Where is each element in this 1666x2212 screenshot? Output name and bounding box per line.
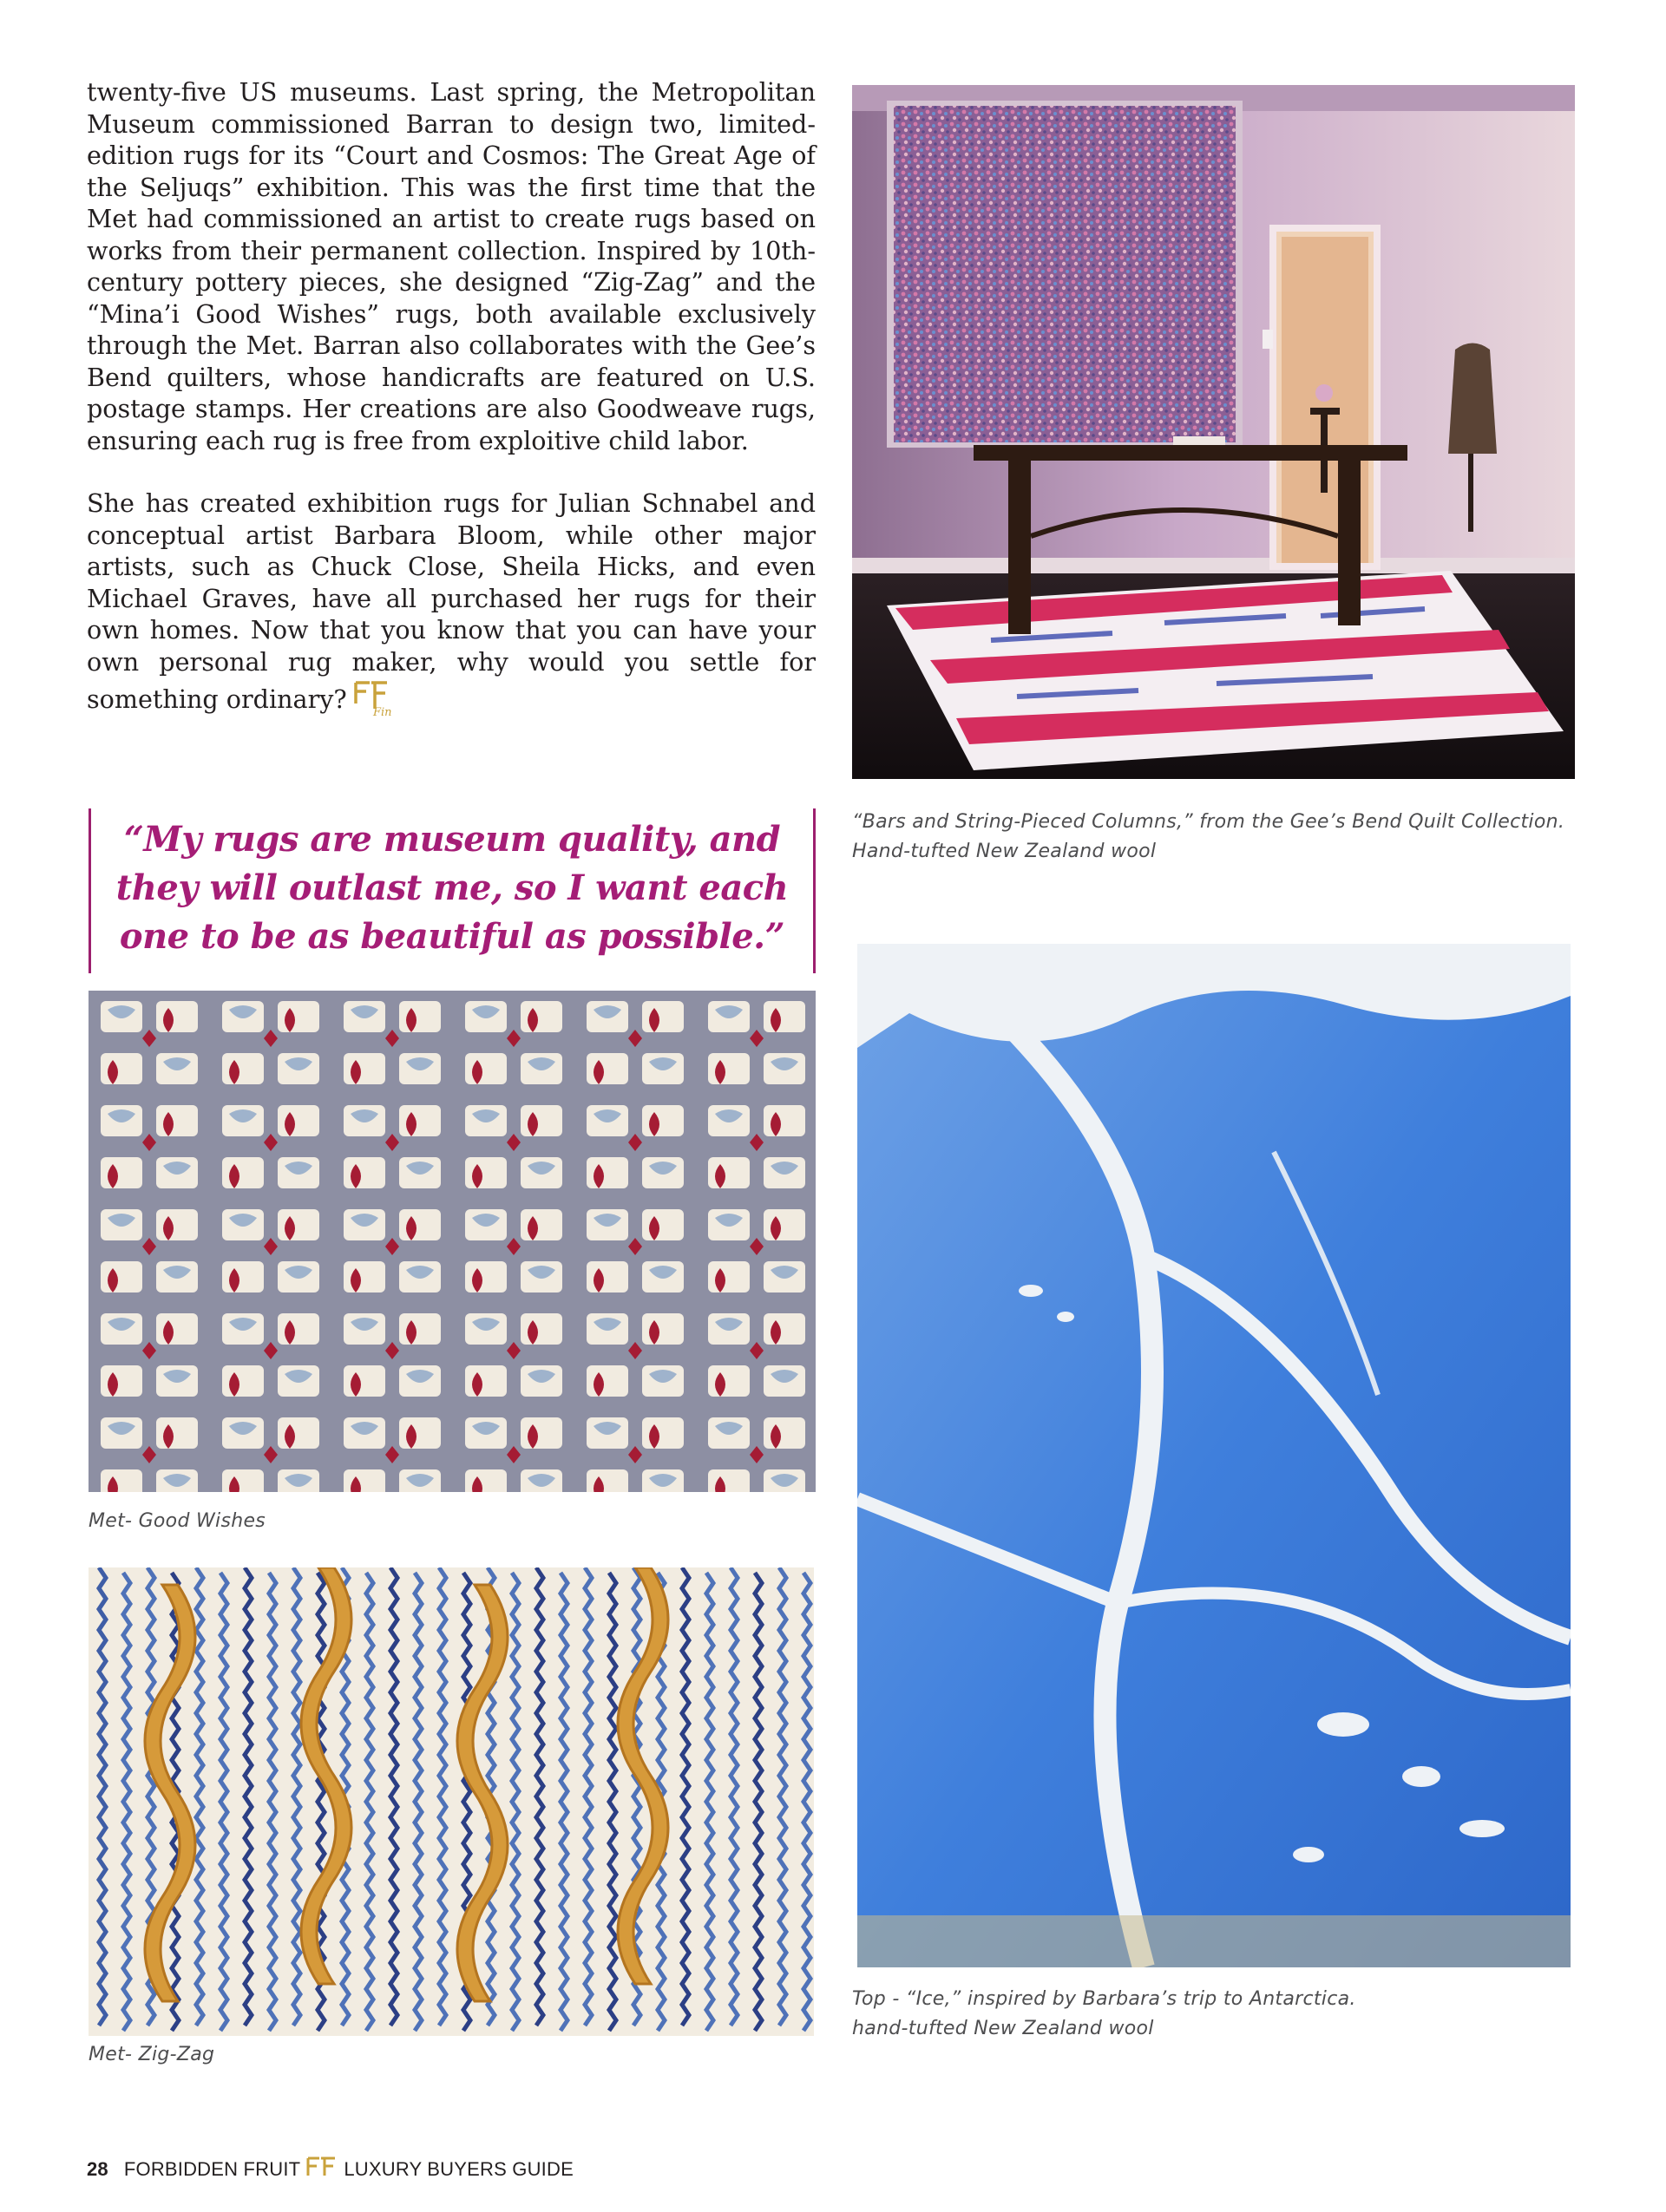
pull-quote-text: “My rugs are museum quality, and they will outlast me, so I want each one to be as beautiful as possible.”: [115, 819, 789, 957]
ice-rug-image: [857, 944, 1571, 1967]
article-paragraph-2: [87, 488, 816, 725]
zigzag-caption: Met- Zig-Zag: [89, 2044, 215, 2065]
article-paragraph-2-text: She has created exhibition rugs for Julian Schnabel and conceptual artist Barbara Bloom, while other major artists, such as Chuck Close, Sheila Hicks, and even Michael Graves, have all purchased her rugs for their own homes. Now that you know that you can have your own personal rug maker, why would you settle for something ordinary?: [87, 488, 816, 714]
ice-caption: [852, 1985, 1633, 2044]
page-number: 28: [87, 2158, 108, 2180]
good-wishes-caption: Met- Good Wishes: [89, 1510, 266, 1532]
ice-caption-line-1: Top - “Ice,” inspired by Barbara’s trip to Antarctica.: [852, 1988, 1356, 2010]
ff-end-logo: [352, 677, 392, 725]
room-caption-line-2: Hand-tufted New Zealand wool: [852, 841, 1157, 862]
article-paragraph-1: twenty-five US museums. Last spring, the Metropolitan Museum commissioned Barran to design two, limited-edition rugs for its “Court and Cosmos: The Great Age of the Seljuqs” exhibition. This was the first time that the Met had commissioned an artist to create rugs based on works from their permanent collection. Inspired by 10th-century pottery pieces, she designed “Zig-Zag” and the “Mina’i Good Wishes” rugs, both available exclusively through the Met. Barran also collaborates with the Gee’s Bend quilters, whose handicrafts are featured on U.S. postage stamps. Her creations are also Goodweave rugs, ensuring each rug is free from exploitive child labor.: [87, 77, 816, 455]
page-footer: [87, 2155, 574, 2184]
room-caption: [852, 808, 1633, 867]
pull-quote: [89, 808, 816, 973]
room-caption-line-1: “Bars and String-Pieced Columns,” from the Gee’s Bend Quilt Collection.: [852, 811, 1565, 833]
room-photo: [852, 85, 1575, 779]
footer-magazine-name: FORBIDDEN FRUIT: [123, 2158, 301, 2180]
article-body: [87, 76, 816, 756]
zigzag-rug-image: [89, 1567, 814, 2036]
footer-guide-name: LUXURY BUYERS GUIDE: [344, 2158, 574, 2180]
ice-caption-line-2: hand-tufted New Zealand wool: [852, 2018, 1154, 2039]
fin-mark: Fin: [372, 706, 392, 717]
good-wishes-rug-image: [89, 991, 816, 1492]
ff-footer-logo: [305, 2155, 338, 2184]
